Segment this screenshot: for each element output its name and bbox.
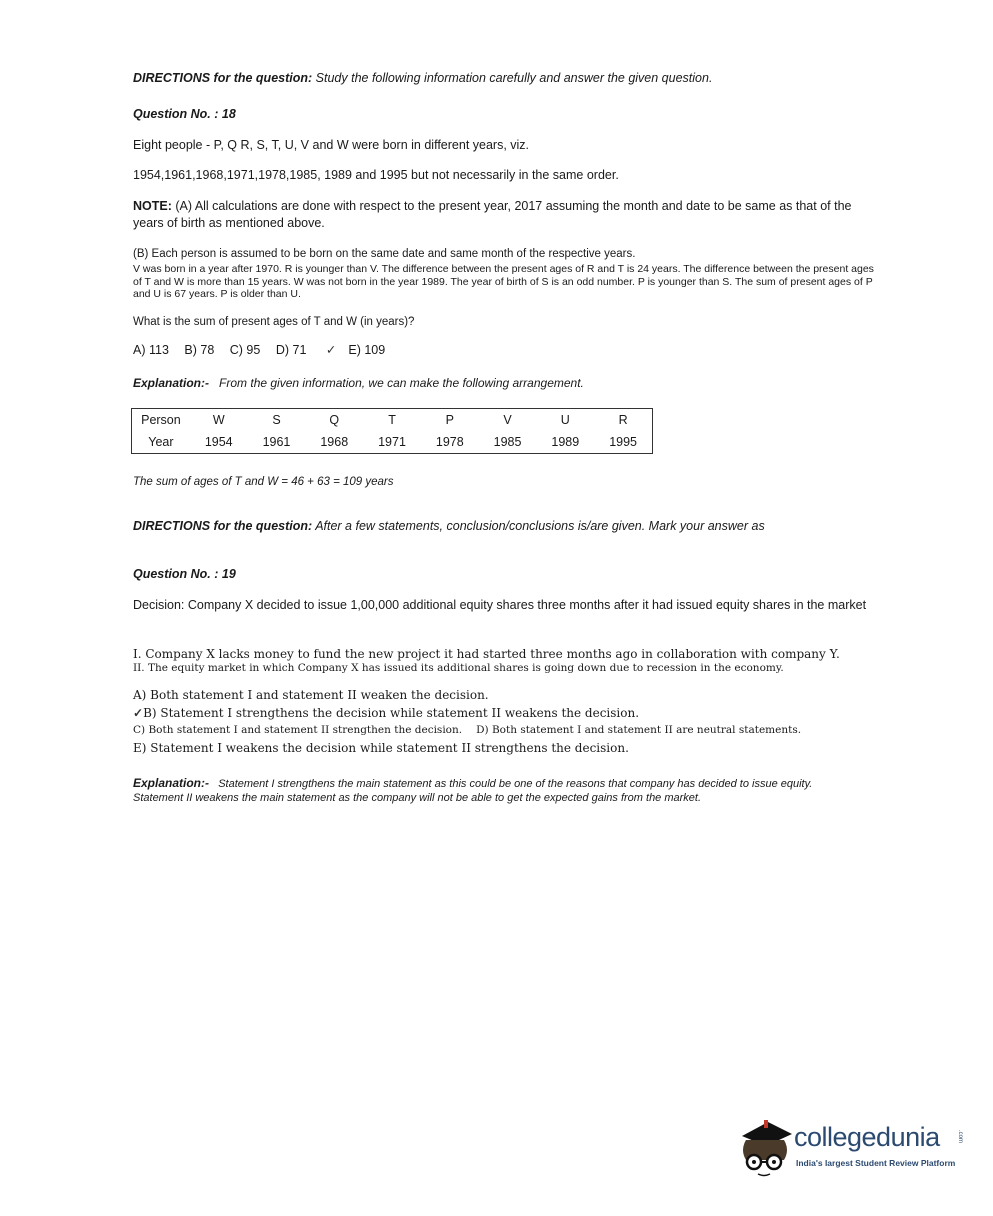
q19-statement-1: I. Company X lacks money to fund the new project it had started three months ago in collaboration with company Y. <box>133 647 840 661</box>
q19-option-c: C) Both statement I and statement II strengthen the decision. <box>133 724 463 736</box>
table-cell: Q <box>329 413 340 427</box>
table-cell: V <box>503 413 512 427</box>
q19-options-cd <box>133 724 878 737</box>
check-mark-icon: ✓ <box>133 706 144 720</box>
table-cell: 1954 <box>204 435 233 449</box>
q18-intro-line1: Eight people - P, Q R, S, T, U, V and W were born in different years, viz. <box>133 138 530 152</box>
table-cell: 1971 <box>378 435 406 449</box>
table-cell: 1978 <box>435 435 464 449</box>
table-cell: Year <box>148 435 174 449</box>
q18-note-b: (B) Each person is assumed to be born on the same date and same month of the respective years. <box>133 248 636 260</box>
q18-intro-line2: 1954,1961,1968,1971,1978,1985, 1989 and 1995 but not necessarily in the same order. <box>133 168 619 182</box>
q18-question: What is the sum of present ages of T and W (in years)? <box>133 316 415 328</box>
table-cell: Person <box>141 413 181 427</box>
q18-options <box>133 342 878 357</box>
q19-statement-2: II. The equity market in which Company X has issued its additional shares is going down due to recession in the economy. <box>133 662 784 674</box>
q19-explanation: Explanation:- Statement I strengthens the main statement as this could be one of the reasons that company has decided to issue equity. Statement II weakens the main statement as the company will not be able to get the expected gains from the market. <box>133 776 813 804</box>
collegedunia-logo <box>738 1110 968 1182</box>
table-cell: R <box>618 413 628 427</box>
table-cell: 1961 <box>262 435 291 449</box>
check-mark-icon: ✓ <box>325 343 337 357</box>
q18-clues: V was born in a year after 1970. R is younger than V. The difference between the present ages of R and T is 24 years. The difference between the present ages of T and W is more than 15 years. W was not born in the year 1989. The year of birth of S is an odd number. P is younger than S. The sum of present ages of P and U is 67 years. P is older than U. <box>133 263 874 300</box>
q19-option-e: E) Statement I weakens the decision while statement II strengthens the decision. <box>133 741 629 755</box>
q18-explanation: Explanation:- From the given information, we can make the following arrangement. <box>133 376 584 390</box>
q18-option-e: E) 109 <box>348 343 386 357</box>
table-cell: 1995 <box>609 435 637 449</box>
q18-option-b: B) 78 <box>184 343 215 357</box>
arrangement-table-wrapper <box>131 408 876 454</box>
q19-option-d: D) Both statement I and statement II are neutral statements. <box>476 724 802 736</box>
q19-question-number: Question No. : 19 <box>133 567 236 581</box>
logo-com: .com <box>957 1130 963 1144</box>
q19-directions: DIRECTIONS for the question: After a few statements, conclusion/conclusions is/are given. Mark your answer as <box>133 519 765 533</box>
q19-option-b: B) Statement I strengthens the decision while statement II weakens the decision. <box>143 706 640 720</box>
q18-note: NOTE: (A) All calculations are done with respect to the present year, 2017 assuming the month and date to be same as that of the years of birth as mentioned above. <box>133 199 852 230</box>
table-cell: 1985 <box>493 435 522 449</box>
q18-option-d: D) 71 <box>275 343 307 357</box>
q18-option-c: C) 95 <box>229 343 261 357</box>
arrangement-table <box>131 408 653 454</box>
logo-wordmark: collegedunia <box>794 1122 940 1152</box>
table-cell: U <box>560 413 570 427</box>
table-cell: T <box>388 413 396 427</box>
q18-directions: DIRECTIONS for the question: Study the following information carefully and answer the given question. <box>133 71 713 85</box>
table-cell: S <box>272 413 281 427</box>
q18-option-a: A) 113 <box>133 343 169 357</box>
q19-option-b-row <box>133 705 878 722</box>
table-cell: 1968 <box>320 435 349 449</box>
table-row-year <box>132 431 653 454</box>
q18-question-number: Question No. : 18 <box>133 107 236 121</box>
q19-option-a: A) Both statement I and statement II weaken the decision. <box>133 688 489 702</box>
table-row-person <box>132 409 653 432</box>
table-cell: P <box>445 413 454 427</box>
q19-decision: Decision: Company X decided to issue 1,00,000 additional equity shares three months after it had issued equity shares in the market <box>133 598 867 612</box>
logo-tagline: India's largest Student Review Platform <box>796 1158 956 1168</box>
mascot-icon <box>738 1110 794 1182</box>
table-cell: 1989 <box>551 435 580 449</box>
q18-sum-text: The sum of ages of T and W = 46 + 63 = 109 years <box>133 476 394 488</box>
table-cell: W <box>212 413 225 427</box>
